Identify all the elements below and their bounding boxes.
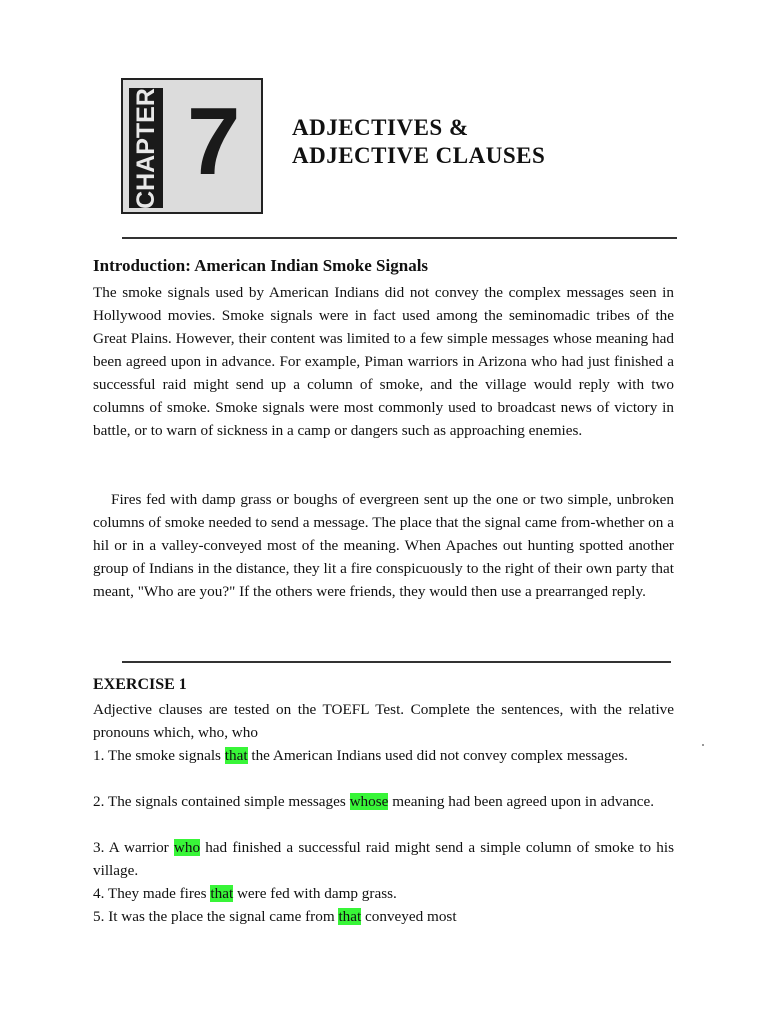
item-text-after: the American Indians used did not convey complex messages. [247,747,628,764]
divider-top [122,237,677,239]
item-text-before: 2. The signals contained simple messages [93,793,350,810]
intro-heading: Introduction: American Indian Smoke Signals [93,256,429,275]
exercise-item-4 [93,882,674,905]
item-text-after: were fed with damp grass. [233,885,397,902]
item-text-before: 4. They made fires [93,885,211,902]
chapter-number: 7 [187,88,241,195]
answer-highlight: that [224,747,248,764]
exercise-instructions: Adjective clauses are tested on the TOEFL Test. Complete the sentences, with the relative pronouns which, who, who [93,701,674,741]
stray-mark [702,744,704,746]
item-text-before: 5. It was the place the signal came from [93,908,339,925]
exercise-item-3 [93,836,674,882]
chapter-label-block [129,88,163,208]
chapter-title-line-1: ADJECTIVES & [292,115,469,140]
item-text-after: conveyed most [361,908,457,925]
chapter-badge [121,78,263,214]
chapter-title [292,114,545,170]
answer-highlight: who [173,839,201,856]
answer-highlight: whose [349,793,389,810]
chapter-title-line-2: ADJECTIVE CLAUSES [292,143,546,168]
answer-highlight: that [338,908,362,925]
item-text-after: had finished a successful raid might send a simple column of smoke to his village. [93,839,674,879]
item-text-before: 1. The smoke signals [93,747,225,764]
divider-middle [122,661,671,663]
exercise-heading: EXERCISE 1 [93,676,187,693]
exercise-item-2 [93,790,674,813]
answer-highlight: that [210,885,234,902]
chapter-word: CHAPTER [131,87,160,209]
exercise-item-1 [93,744,674,767]
item-text-after: meaning had been agreed upon in advance. [388,793,655,810]
item-text-before: 3. A warrior [93,839,174,856]
intro-paragraph-1: The smoke signals used by American Indians did not convey the complex messages seen in Hollywood movies. Smoke signals were in fact used among the seminomadic tribes of the Great Plains. However, their content was limited to a few simple messages whose meaning had been agreed upon in advance. For example, Piman warriors in Arizona who had just finished a successful raid might send up a column of smoke, and the village would reply with two columns of smoke. Smoke signals were most commonly used to broadcast news of victory in battle, or to warn of sickness in a camp or dangers such as approaching enemies. [93,284,674,439]
intro-paragraph-2: Fires fed with damp grass or boughs of evergreen sent up the one or two simple, unbroken columns of smoke needed to send a message. The place that the signal came from-whether on a hil or in a valley-conveyed most of the meaning. When Apaches out hunting spotted another group of Indians in the distance, they lit a fire conspicuously to the right of their own party that meant, "Who are you?" If the others were friends, they would then use a prearranged reply. [93,491,674,600]
exercise-item-5 [93,905,674,928]
